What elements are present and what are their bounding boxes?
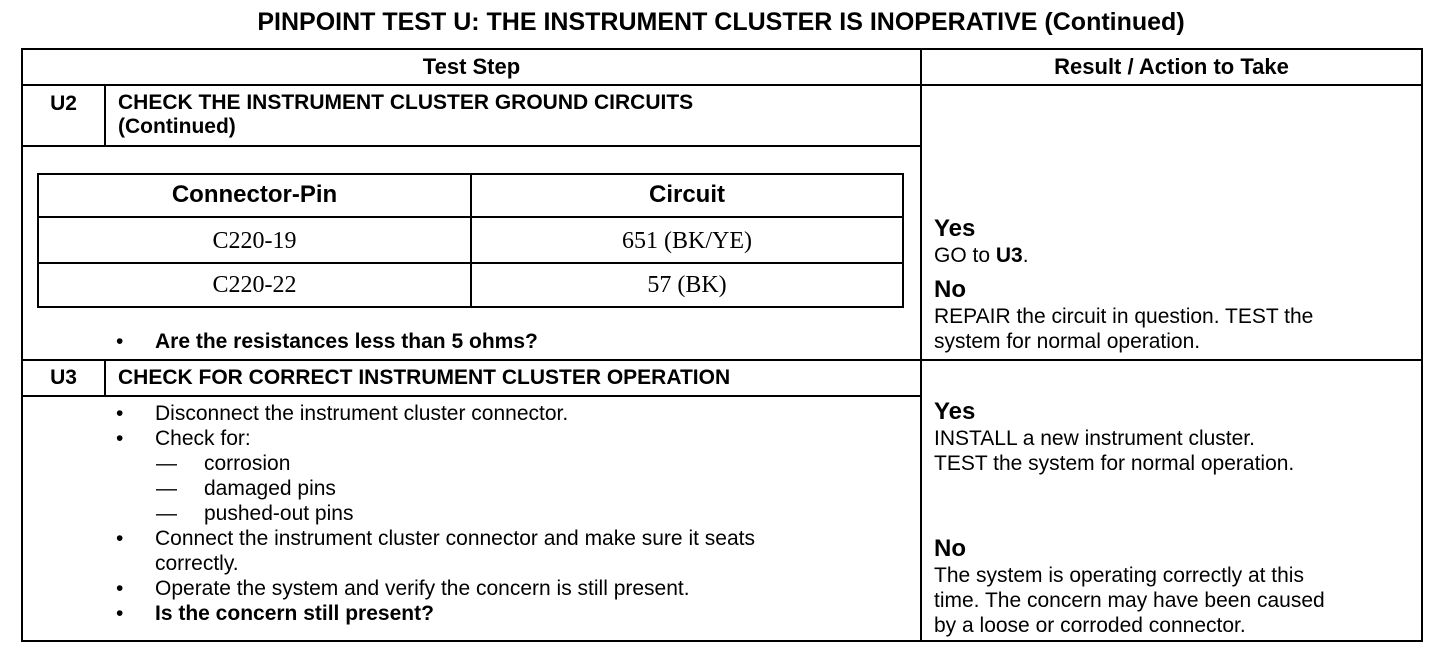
u3-bullet-4: • [116, 577, 124, 600]
u3-no-label: No [934, 535, 966, 562]
u2-question: Are the resistances less than 5 ohms? [155, 330, 538, 353]
u3-step-connect-line1: Connect the instrument cluster connector and make sure it seats [155, 527, 755, 550]
u2-no-label: No [934, 276, 966, 303]
u3-bullet-2: • [116, 427, 124, 450]
u2-yes-go-target: U3 [995, 244, 1023, 267]
u3-step-disconnect: Disconnect the instrument cluster connector. [155, 402, 569, 425]
table-border-right [1421, 48, 1423, 642]
u2-step-title-line1: CHECK THE INSTRUMENT CLUSTER GROUND CIRCUITS [118, 91, 694, 114]
u3-step-id: U3 [50, 366, 77, 389]
ctab-row2-circuit: 57 (BK) [647, 272, 727, 298]
u2-no-line1: REPAIR the circuit in question. TEST the [934, 305, 1314, 328]
u3-title-bottom-line [21, 395, 921, 397]
u2-id-divider [104, 84, 106, 146]
u3-no-line3: by a loose or corroded connector. [934, 614, 1246, 637]
table-border-bottom [21, 640, 1423, 642]
ctab-row1-circuit: 651 (BK/YE) [622, 228, 752, 254]
u3-yes-label: Yes [934, 398, 976, 425]
u2-step-title-line2: (Continued) [118, 115, 236, 138]
u3-yes-line1: INSTALL a new instrument cluster. [934, 427, 1255, 450]
column-divider [920, 48, 922, 642]
u3-check-corrosion: corrosion [204, 452, 291, 475]
u3-no-line1: The system is operating correctly at this [934, 564, 1304, 587]
u3-id-divider [104, 359, 106, 397]
u3-yes-line2: TEST the system for normal operation. [934, 452, 1295, 475]
u3-check-damaged-pins: damaged pins [204, 477, 336, 500]
ctab-border-right [902, 173, 904, 308]
u3-bullet-5: • [116, 602, 124, 625]
u2-yes-action [934, 243, 1029, 268]
u2-question-bullet: • [116, 330, 124, 353]
u2-title-bottom-line [21, 145, 921, 147]
table-border-left [21, 48, 23, 642]
page-title: PINPOINT TEST U: THE INSTRUMENT CLUSTER IS INOPERATIVE (Continued) [257, 8, 1185, 36]
u3-bullet-3: • [116, 527, 124, 550]
u3-bullet-1: • [116, 402, 124, 425]
u3-step-title: CHECK FOR CORRECT INSTRUMENT CLUSTER OPERATION [118, 366, 731, 389]
u3-question: Is the concern still present? [155, 602, 434, 625]
u2-step-id: U2 [50, 92, 77, 115]
u3-step-operate: Operate the system and verify the concern is still present. [155, 577, 690, 600]
u2-no-line2: system for normal operation. [934, 330, 1201, 353]
u2-u3-separator [21, 359, 1423, 361]
u3-no-line2: time. The concern may have been caused [934, 589, 1325, 612]
u3-step-check-for: Check for: [155, 427, 251, 450]
ctab-header-circuit: Circuit [648, 181, 725, 208]
header-test-step: Test Step [422, 54, 521, 79]
u2-yes-label: Yes [934, 215, 976, 242]
u3-dash-1: — [156, 452, 177, 475]
header-result-action: Result / Action to Take [1054, 54, 1289, 79]
u2-yes-go-text: GO to [934, 244, 996, 267]
u2-yes-go-end: . [1022, 244, 1029, 267]
u3-dash-3: — [156, 502, 177, 525]
ctab-row1-pin: C220-19 [212, 228, 297, 254]
u3-step-connect-line2: correctly. [155, 552, 239, 575]
table-border-top [21, 48, 1423, 50]
ctab-row2-pin: C220-22 [212, 272, 297, 298]
ctab-header-connector-pin: Connector-Pin [171, 181, 338, 208]
u3-check-pushed-out-pins: pushed-out pins [204, 502, 354, 525]
u3-dash-2: — [156, 477, 177, 500]
header-divider [21, 84, 1423, 86]
